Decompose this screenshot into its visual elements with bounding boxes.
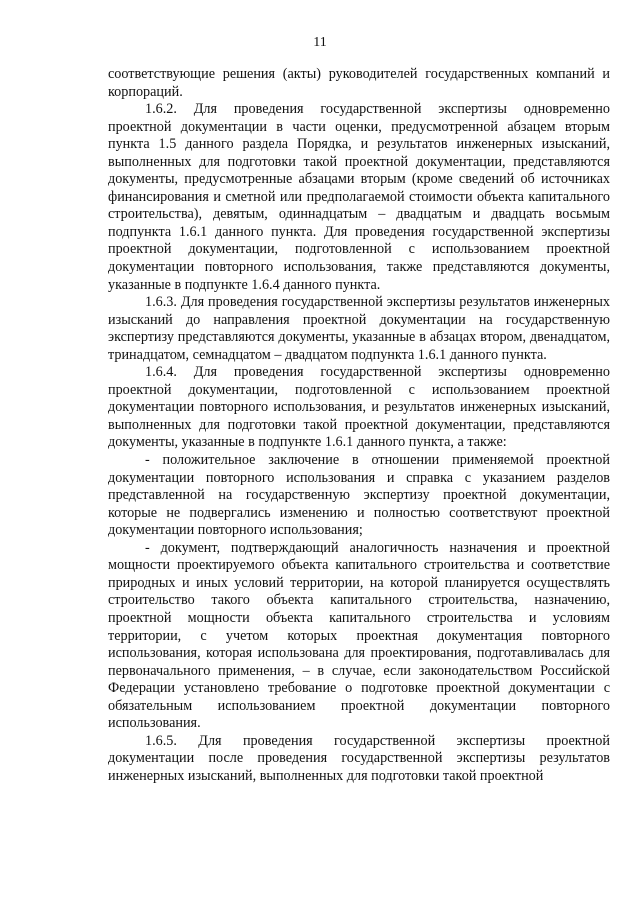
paragraph-1-6-5: 1.6.5. Для проведения государственной экспертизы проектной документации после проведения государственной экспертизы результатов инженерных изысканий, выполненных для подготовки такой проектной (108, 732, 610, 784)
document-body (108, 66, 610, 785)
paragraph-1-6-3: 1.6.3. Для проведения государственной экспертизы результатов инженерных изысканий до направления проектной документации на государственную экспертизу представляются документы, указанные в абзацах втором, двенадцатом, тринадцатом, семнадцатом – двадцатом подпункта 1.6.1 данного пункта. (108, 294, 610, 363)
list-item-analogy-document: - документ, подтверждающий аналогичность назначения и проектной мощности проектируемого объекта капитального строительства и соответствие природных и иных условий территории, на которой планируется осуществлять строительство такого объекта капитального строительства, назначению, проектной мощности объекта капитального строительства и условиям территории, с учетом которых проектная документация повторного использования, которая использована для проектирования, подготавливалась для первоначального применения, – в случае, если законодательством Российской Федерации установлено требование о подготовке проектной документации с обязательным использованием проектной документации повторного использования. (108, 539, 610, 732)
page-number: 11 (313, 35, 327, 50)
paragraph-1-6-2: 1.6.2. Для проведения государственной экспертизы одновременно проектной документации в части оценки, предусмотренной абзацем вторым пункта 1.5 данного раздела Порядка, и результатов инженерных изысканий, выполненных для подготовки такой проектной документации, представляются документы, предусмотренные абзацами вторым (кроме сведений об источниках финансирования и сметной или предполагаемой стоимости объекта капитального строительства), девятым, одиннадцатым – двадцатым и двадцать восьмым подпункта 1.6.1 данного пункта. Для проведения государственной экспертизы проектной документации, подготовленной с использованием проектной документации повторного использования, также представляются документы, указанные в подпункте 1.6.4 данного пункта. (108, 101, 610, 293)
paragraph-1-6-4: 1.6.4. Для проведения государственной экспертизы одновременно проектной документации, подготовленной с использованием проектной документации повторного использования, и результатов инженерных изысканий, выполненных для подготовки такой проектной документации, представляются документы, указанные в подпункте 1.6.1 данного пункта, а также: (108, 364, 610, 451)
paragraph-continuation: соответствующие решения (акты) руководителей государственных компаний и корпораций. (108, 66, 610, 100)
list-item-positive-conclusion: - положительное заключение в отношении применяемой проектной документации повторного использования и справка с указанием разделов представленной на государственную экспертизу проектной документации, которые не подвергались изменению и полностью соответствуют проектной документации повторного использования; (108, 452, 610, 539)
